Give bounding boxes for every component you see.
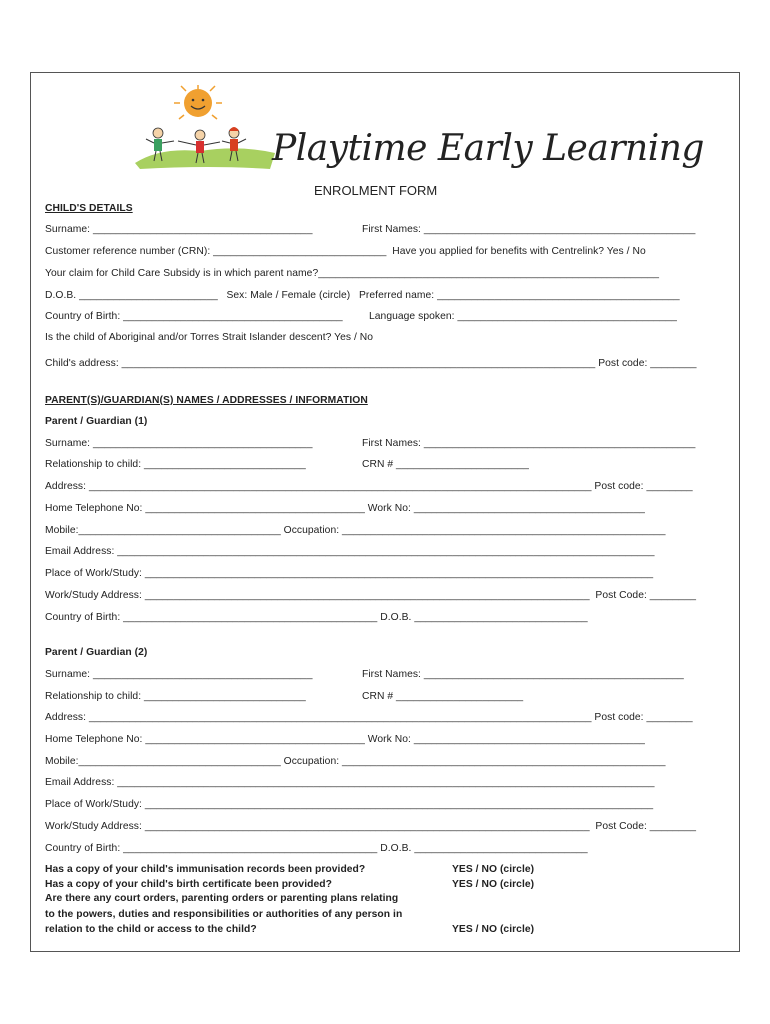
child-crn-centrelink-field[interactable]: Customer reference number (CRN): ______________________________ Have you applied for benefits with Centrelink? Yes / No — [45, 246, 646, 257]
parent1-subheading: Parent / Guardian (1) — [45, 416, 148, 427]
answer-court-orders[interactable]: YES / NO (circle) — [452, 924, 535, 935]
question-immunisation: Has a copy of your child's immunisation records been provided? — [45, 864, 366, 875]
parent2-relationship-field[interactable]: Relationship to child: ____________________________ — [45, 691, 306, 702]
logo — [130, 85, 280, 175]
answer-immunisation[interactable]: YES / NO (circle) — [452, 864, 535, 875]
parent1-work-address-field[interactable]: Work/Study Address: _____________________________________________________________________________ Post Code: ________ — [45, 590, 697, 601]
parent1-address-field[interactable]: Address: _______________________________________________________________________________________ Post code: ________ — [45, 481, 693, 492]
form-title: ENROLMENT FORM — [314, 183, 438, 198]
section-heading-child: CHILD'S DETAILS — [45, 203, 133, 214]
child-subsidy-parent-field[interactable]: Your claim for Child Care Subsidy is in which parent name?___________________________________________________________ — [45, 268, 660, 279]
parent1-relationship-field[interactable]: Relationship to child: ____________________________ — [45, 459, 306, 470]
parent2-phone-field[interactable]: Home Telephone No: ______________________________________ Work No: ________________________________________ — [45, 734, 645, 745]
brand-name: Playtime Early Learning — [272, 128, 704, 169]
section-heading-parents: PARENT(S)/GUARDIAN(S) NAMES / ADDRESSES / INFORMATION — [45, 395, 368, 406]
parent1-country-dob-field[interactable]: Country of Birth: ____________________________________________ D.O.B. ______________________________ — [45, 612, 588, 623]
parent1-crn-field[interactable]: CRN # _______________________ — [362, 459, 529, 470]
child-aboriginal-question[interactable]: Is the child of Aboriginal and/or Torres Strait Islander descent? Yes / No — [45, 332, 374, 343]
parent1-surname-field[interactable]: Surname: ______________________________________ — [45, 438, 313, 449]
parent2-mobile-occupation-field[interactable]: Mobile:___________________________________ Occupation: ________________________________________________________ — [45, 756, 666, 767]
parent1-email-field[interactable]: Email Address: _____________________________________________________________________________________________ — [45, 546, 655, 557]
parent2-subheading: Parent / Guardian (2) — [45, 647, 148, 658]
question-birth-certificate: Has a copy of your child's birth certificate been provided? — [45, 879, 332, 890]
parent1-mobile-occupation-field[interactable]: Mobile:___________________________________ Occupation: ________________________________________________________ — [45, 525, 666, 536]
parent2-first-names-field[interactable]: First Names: _____________________________________________ — [362, 669, 684, 680]
child-country-of-birth-field[interactable]: Country of Birth: ______________________________________ — [45, 311, 343, 322]
parent1-phone-field[interactable]: Home Telephone No: ______________________________________ Work No: ________________________________________ — [45, 503, 645, 514]
parent2-address-field[interactable]: Address: _______________________________________________________________________________________ Post code: ________ — [45, 712, 693, 723]
parent2-country-dob-field[interactable]: Country of Birth: ____________________________________________ D.O.B. ______________________________ — [45, 843, 588, 854]
question-court-orders-line1: Are there any court orders, parenting orders or parenting plans relating — [45, 893, 399, 904]
child-dob-sex-preferred-field[interactable]: D.O.B. ________________________ Sex: Male / Female (circle) Preferred name: __________________________________________ — [45, 290, 680, 301]
question-court-orders-line2: to the powers, duties and responsibilities or authorities of any person in — [45, 909, 403, 920]
parent2-email-field[interactable]: Email Address: _____________________________________________________________________________________________ — [45, 777, 655, 788]
parent1-first-names-field[interactable]: First Names: _______________________________________________ — [362, 438, 696, 449]
parent2-surname-field[interactable]: Surname: ______________________________________ — [45, 669, 313, 680]
parent2-crn-field[interactable]: CRN # ______________________ — [362, 691, 524, 702]
child-first-names-field[interactable]: First Names: _______________________________________________ — [362, 224, 696, 235]
parent2-workplace-field[interactable]: Place of Work/Study: ________________________________________________________________________________________ — [45, 799, 654, 810]
answer-birth-certificate[interactable]: YES / NO (circle) — [452, 879, 535, 890]
child-surname-field[interactable]: Surname: ______________________________________ — [45, 224, 313, 235]
parent1-workplace-field[interactable]: Place of Work/Study: ________________________________________________________________________________________ — [45, 568, 654, 579]
child-address-field[interactable]: Child's address: __________________________________________________________________________________ Post code: ________ — [45, 358, 697, 369]
question-court-orders-line3: relation to the child or access to the child? — [45, 924, 257, 935]
child-language-field[interactable]: Language spoken: ______________________________________ — [369, 311, 677, 322]
parent2-work-address-field[interactable]: Work/Study Address: _____________________________________________________________________________ Post Code: ________ — [45, 821, 697, 832]
